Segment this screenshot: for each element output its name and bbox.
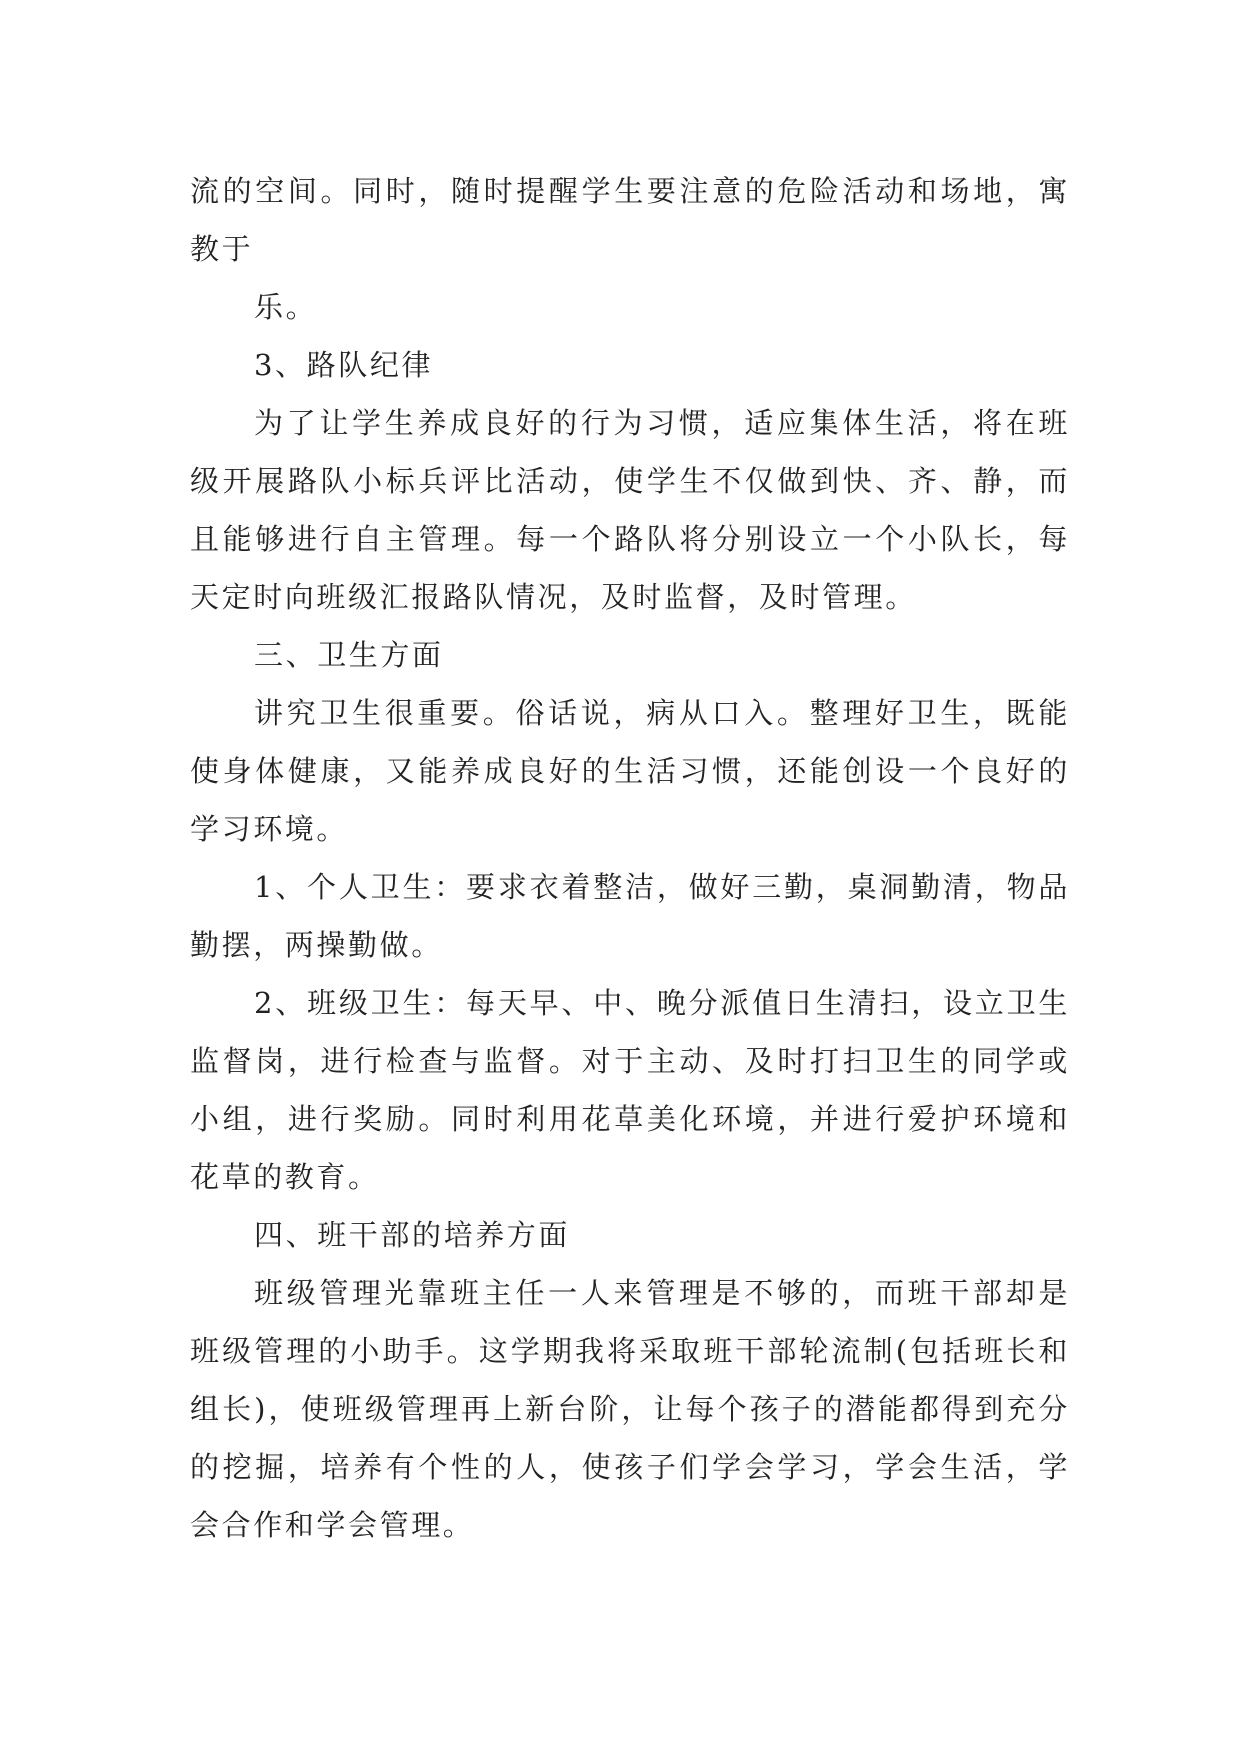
document-body: [190, 162, 1070, 1554]
paragraph-hygiene-intro: 讲究卫生很重要。俗话说，病从口入。整理好卫生，既能使身体健康，又能养成良好的生活习惯，还能创设一个良好的学习环境。: [190, 696, 1070, 846]
paragraph-class-cadre: 班级管理光靠班主任一人来管理是不够的，而班干部却是班级管理的小助手。这学期我将采取班干部轮流制(包括班长和组长)，使班级管理再上新台阶，让每个孩子的潜能都得到充分的挖掘，培养有个性的人，使孩子们学会学习，学会生活，学会合作和学会管理。: [190, 1276, 1070, 1542]
section-heading-hygiene: 三、卫生方面: [254, 638, 444, 672]
paragraph-route-discipline: 为了让学生养成良好的行为习惯，适应集体生活，将在班级开展路队小标兵评比活动，使学生不仅做到快、齐、静，而且能够进行自主管理。每一个路队将分别设立一个小队长，每天定时向班级汇报路队情况，及时监督，及时管理。: [190, 406, 1070, 614]
paragraph-continuation-end: 乐。: [254, 290, 318, 324]
section-heading-class-cadre: 四、班干部的培养方面: [254, 1218, 571, 1252]
paragraph-personal-hygiene: 1、个人卫生：要求衣着整洁，做好三勤，桌洞勤清，物品勤摆，两操勤做。: [190, 870, 1070, 962]
paragraph-continuation: 流的空间。同时，随时提醒学生要注意的危险活动和场地，寓教于: [190, 174, 1070, 266]
paragraph-class-hygiene: 2、班级卫生：每天早、中、晚分派值日生清扫，设立卫生监督岗，进行检查与监督。对于主动、及时打扫卫生的同学或小组，进行奖励。同时利用花草美化环境，并进行爱护环境和花草的教育。: [190, 986, 1070, 1194]
section-heading-route-discipline: 3、路队纪律: [254, 348, 434, 382]
